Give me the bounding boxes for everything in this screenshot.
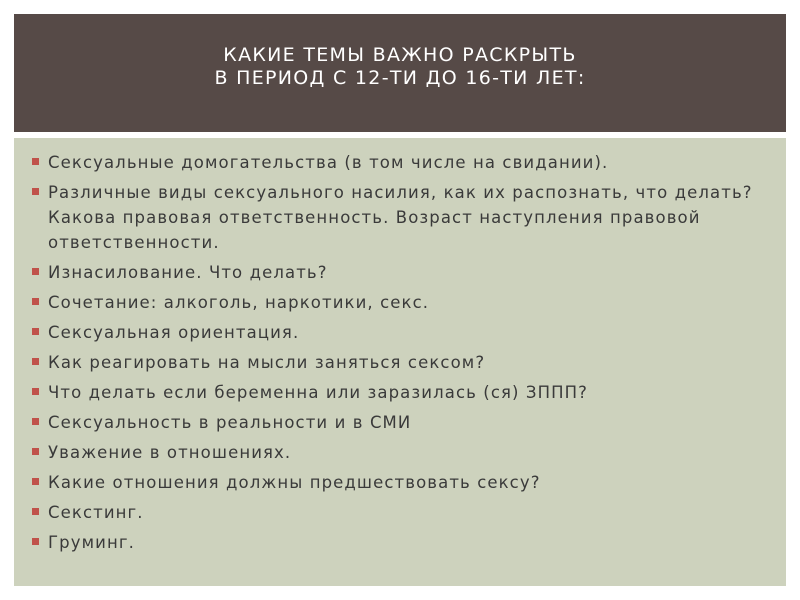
list-item-text: Сексуальность в реальности и в СМИ [48, 413, 412, 432]
list-item [32, 500, 768, 525]
list-item [32, 260, 768, 285]
list-item [32, 530, 768, 555]
title-banner [14, 14, 786, 132]
bullet-list [32, 150, 768, 560]
list-item [32, 410, 768, 435]
list-item-text: Какие отношения должны предшествовать сексу? [48, 473, 541, 492]
list-item-text: Груминг. [48, 533, 135, 552]
list-item [32, 180, 768, 255]
slide-title [14, 44, 786, 90]
list-item-text: Как реагировать на мысли заняться сексом? [48, 353, 486, 372]
list-item [32, 440, 768, 465]
list-item-text: Что делать если беременна или заразилась (ся) ЗППП? [48, 383, 588, 402]
square-bullet-icon [32, 158, 39, 165]
square-bullet-icon [32, 328, 39, 335]
list-item [32, 290, 768, 315]
list-item-text: Изнасилование. Что делать? [48, 263, 328, 282]
slide-title-line-2: В ПЕРИОД С 12-ТИ ДО 16-ТИ ЛЕТ: [214, 67, 586, 89]
square-bullet-icon [32, 298, 39, 305]
list-item [32, 150, 768, 175]
square-bullet-icon [32, 478, 39, 485]
square-bullet-icon [32, 508, 39, 515]
square-bullet-icon [32, 538, 39, 545]
list-item-text: Сексуальные домогательства (в том числе на свидании). [48, 153, 609, 172]
square-bullet-icon [32, 188, 39, 195]
list-item-text: Сексуальная ориентация. [48, 323, 300, 342]
list-item [32, 350, 768, 375]
list-item [32, 320, 768, 345]
list-item-text: Сочетание: алкоголь, наркотики, секс. [48, 293, 430, 312]
list-item-text: Секстинг. [48, 503, 144, 522]
content-panel [14, 138, 786, 586]
square-bullet-icon [32, 418, 39, 425]
list-item-text: Уважение в отношениях. [48, 443, 292, 462]
list-item [32, 470, 768, 495]
slide-title-line-1: КАКИЕ ТЕМЫ ВАЖНО РАСКРЫТЬ [223, 44, 577, 66]
square-bullet-icon [32, 268, 39, 275]
list-item-text: Различные виды сексуального насилия, как их распознать, что делать? Какова правовая ответственность. Возраст наступления правовой ответственности. [48, 183, 753, 252]
list-item [32, 380, 768, 405]
square-bullet-icon [32, 358, 39, 365]
square-bullet-icon [32, 388, 39, 395]
square-bullet-icon [32, 448, 39, 455]
